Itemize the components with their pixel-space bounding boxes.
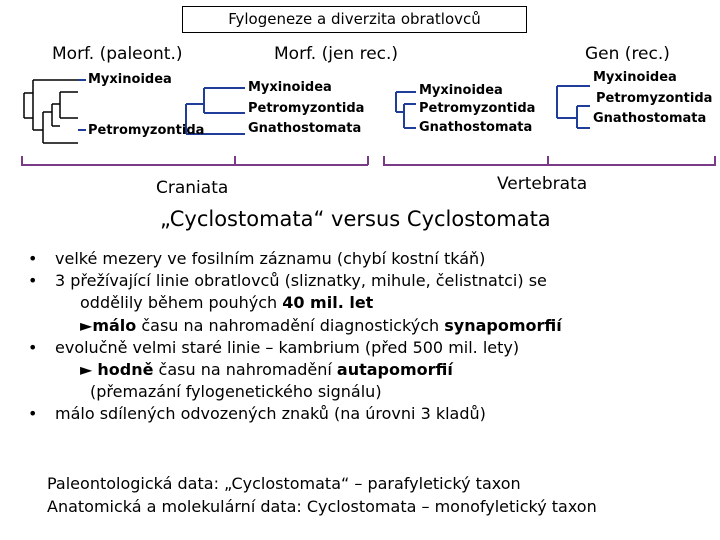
bullet-text: času na nahromadění [153, 359, 337, 379]
footer-line-paleontological: Paleontologická data: „Cyclostomata“ – parafyletický taxon [47, 474, 521, 493]
column-header-paleont: Morf. (paleont.) [52, 44, 183, 64]
bullet-text: velké mezery ve fosilním záznamu (chybí kostní tkáň) [55, 249, 486, 268]
bullet-emphasis: hodně [97, 359, 154, 379]
section-heading: „Cyclostomata“ versus Cyclostomata [160, 207, 551, 231]
bullet-emphasis: 40 mil. let [282, 293, 374, 313]
tree4-taxon-myxinoidea: Myxinoidea [593, 70, 677, 85]
bullet-text: 3 přežívající linie obratlovců (sliznatky, mihule, čelistnatci) se [55, 271, 547, 291]
tree2-taxon-petromyzontida: Petromyzontida [248, 101, 365, 116]
tree4-taxon-gnathostomata: Gnathostomata [593, 111, 707, 126]
group-label-vertebrata: Vertebrata [497, 174, 588, 194]
term-autapomorphy: autapomorfií [336, 359, 453, 379]
term-synapomorphy: synapomorfií [444, 315, 562, 335]
arrow-icon: ► [80, 359, 98, 379]
column-header-genetic: Gen (rec.) [585, 44, 670, 64]
bullet-dot: • [28, 249, 38, 268]
bullet-text: oddělily během pouhých [80, 293, 283, 313]
footer-line-anatomical-molecular: Anatomická a molekulární data: Cyclostomata – monofyletický taxon [47, 497, 597, 516]
slide-title: Fylogeneze a diverzita obratlovců [182, 6, 527, 33]
bullet-dot: • [28, 271, 38, 291]
bullet-dot: • [28, 337, 38, 357]
tree2-taxon-myxinoidea: Myxinoidea [248, 80, 332, 95]
bullet-dot: • [28, 404, 38, 424]
tree1-taxon-petromyzontida: Petromyzontida [88, 123, 205, 138]
arrow-icon: ► [80, 315, 93, 335]
bullet-emphasis: málo [92, 315, 137, 335]
group-label-craniata: Craniata [156, 178, 229, 198]
tree1-taxon-myxinoidea: Myxinoidea [88, 72, 172, 87]
tree3-taxon-myxinoidea: Myxinoidea [419, 83, 503, 98]
tree2-taxon-gnathostomata: Gnathostomata [248, 121, 362, 136]
tree4-taxon-petromyzontida: Petromyzontida [596, 91, 713, 106]
bullet-text: času na nahromadění diagnostických [136, 315, 445, 335]
tree3-taxon-gnathostomata: Gnathostomata [419, 120, 533, 135]
bullet-text: (přemazání fylogenetického signálu) [90, 382, 382, 402]
column-header-recent-morph: Morf. (jen rec.) [274, 44, 399, 64]
bullet-text: málo sdílených odvozených znaků (na úrovni 3 kladů) [55, 404, 486, 424]
tree3-taxon-petromyzontida: Petromyzontida [419, 101, 536, 116]
bullet-text: evolučně velmi staré linie – kambrium (před 500 mil. lety) [55, 337, 520, 357]
